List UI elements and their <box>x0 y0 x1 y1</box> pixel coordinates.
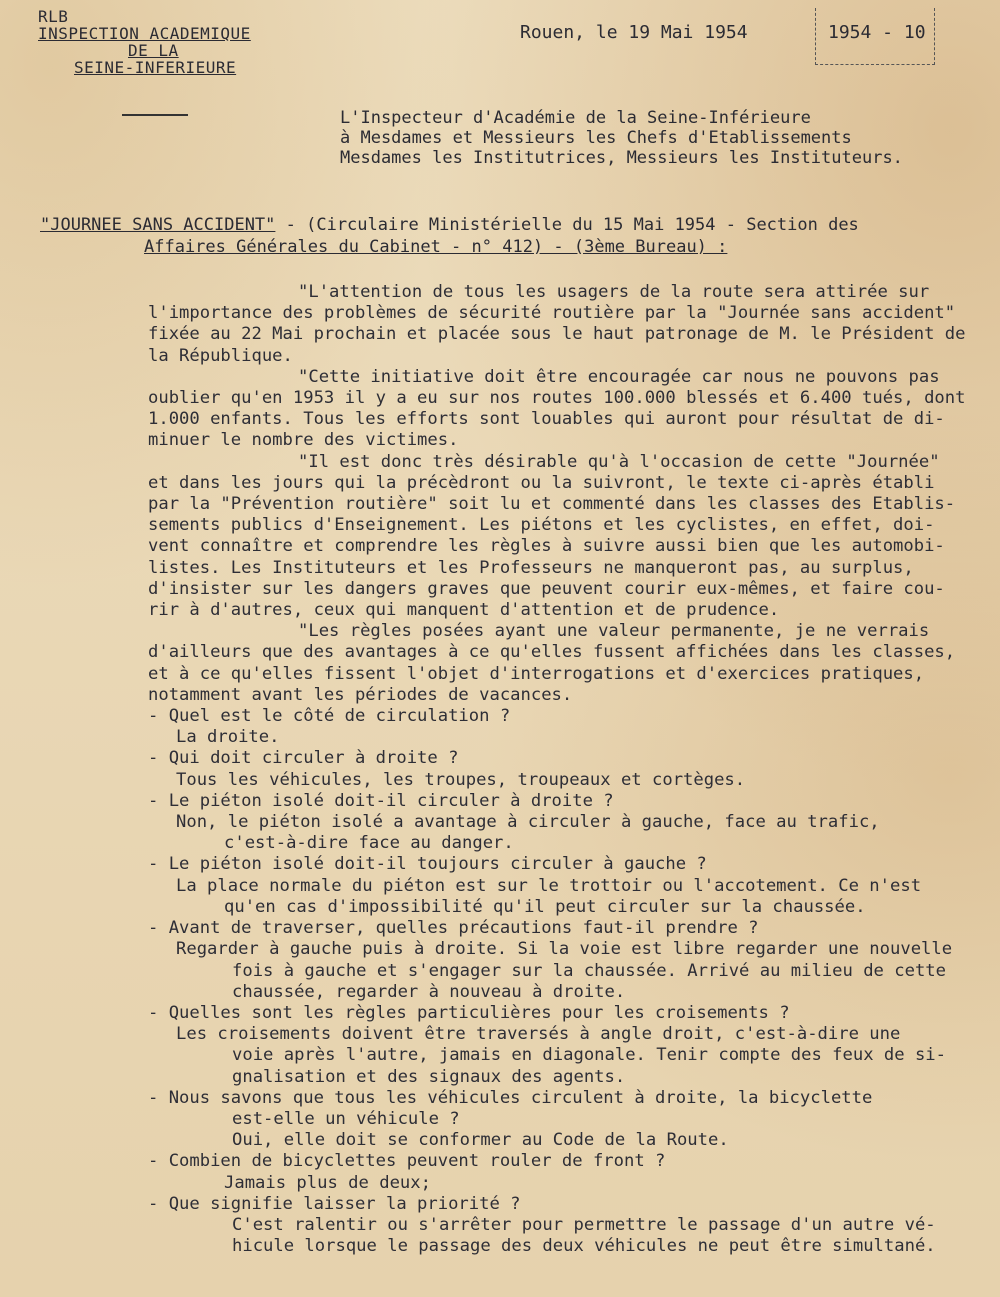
body-line: "Il est donc très désirable qu'à l'occasion de cette "Journée" <box>298 451 940 472</box>
answer-line: Les croisements doivent être traversés à angle droit, c'est-à-dire une <box>176 1024 901 1045</box>
body-text <box>148 282 965 1257</box>
body-line: d'ailleurs que des avantages à ce qu'elles fussent affichées dans les classes, <box>148 642 956 663</box>
body-line: l'importance des problèmes de sécurité routière par la "Journée sans accident" <box>148 303 956 324</box>
answer-line: La place normale du piéton est sur le trottoir ou l'accotement. Ce n'est <box>176 875 922 896</box>
answer-line: hicule lorsque le passage des deux véhicules ne peut être simultané. <box>232 1236 936 1257</box>
body-line: "Cette initiative doit être encouragée car nous ne pouvons pas <box>298 366 940 387</box>
body-line: rir à d'autres, ceux qui manquent d'attention et de prudence. <box>148 600 780 621</box>
answer-line: Oui, elle doit se conformer au Code de la Route. <box>232 1130 729 1151</box>
body-line: fixée au 22 Mai prochain et placée sous le haut patronage de M. le Président de <box>148 324 966 345</box>
answer-line: fois à gauche et s'engager sur la chaussée. Arrivé au milieu de cette <box>232 960 946 981</box>
answer-line: gnalisation et des signaux des agents. <box>232 1066 626 1087</box>
answer-line: Regarder à gauche puis à droite. Si la voie est libre regarder une nouvelle <box>176 939 953 960</box>
address-line-2: à Mesdames et Messieurs les Chefs d'Etablissements <box>340 128 852 148</box>
body-line: listes. Les Instituteurs et les Professeurs ne manqueront pas, au surplus, <box>148 557 914 578</box>
address-block <box>340 108 903 168</box>
question-line: - Le piéton isolé doit-il toujours circuler à gauche ? <box>148 854 707 875</box>
address-line-3: Mesdames les Institutrices, Messieurs les Instituteurs. <box>340 148 903 168</box>
answer-line: Tous les véhicules, les troupes, troupeaux et cortèges. <box>176 769 746 790</box>
body-line: oublier qu'en 1953 il y a eu sur nos routes 100.000 blessés et 6.400 tués, dont <box>148 388 966 409</box>
reference-number: 1954 - 10 <box>828 22 926 43</box>
body-line: "Les règles posées ayant une valeur permanente, je ne verrais <box>298 621 930 642</box>
body-line: 1.000 enfants. Tous les efforts sont louables qui auront pour résultat de di- <box>148 409 945 430</box>
question-line: - Qui doit circuler à droite ? <box>148 748 459 769</box>
answer-line: La droite. <box>176 727 280 748</box>
circular-title: "JOURNEE SANS ACCIDENT" <box>40 215 276 235</box>
body-line: et dans les jours qui la précèdront ou la suivront, le texte ci-après établi <box>148 472 935 493</box>
circular-line-1-rest: - (Circulaire Ministérielle du 15 Mai 1954 - Section des <box>275 215 859 235</box>
answer-line: qu'en cas d'impossibilité qu'il peut circuler sur la chaussée. <box>224 896 866 917</box>
body-line: vent connaître et comprendre les règles à suivre aussi bien que les automobi- <box>148 536 945 557</box>
answer-line: Jamais plus de deux; <box>224 1172 431 1193</box>
body-line: et à ce qu'elles fissent l'objet d'interrogations et d'exercices pratiques, <box>148 663 925 684</box>
separator-dash <box>122 114 188 116</box>
circular-reference <box>40 214 859 258</box>
answer-line: Non, le piéton isolé a avantage à circuler à gauche, face au trafic, <box>176 812 880 833</box>
answer-line: chaussée, regarder à nouveau à droite. <box>232 981 626 1002</box>
question-line: - Quel est le côté de circulation ? <box>148 706 511 727</box>
body-line: minuer le nombre des victimes. <box>148 430 459 451</box>
answer-line: c'est-à-dire face au danger. <box>224 833 514 854</box>
question-line: est-elle un véhicule ? <box>232 1108 460 1129</box>
issuer-block <box>38 8 251 76</box>
document-date: Rouen, le 19 Mai 1954 <box>520 22 748 43</box>
body-line: "L'attention de tous les usagers de la route sera attirée sur <box>298 282 930 302</box>
circular-line-2: Affaires Générales du Cabinet - n° 412) - (3ème Bureau) : <box>144 237 728 257</box>
issuer-line-1: RLB <box>38 7 69 26</box>
question-line: - Que signifie laisser la priorité ? <box>148 1193 521 1214</box>
body-line: sements publics d'Enseignement. Les piétons et les cyclistes, en effet, doi- <box>148 515 935 536</box>
answer-line: voie après l'autre, jamais en diagonale. Tenir compte des feux de si- <box>232 1045 946 1066</box>
question-line: - Combien de bicyclettes peuvent rouler de front ? <box>148 1151 666 1172</box>
answer-line: C'est ralentir ou s'arrêter pour permettre le passage d'un autre vé- <box>232 1214 936 1235</box>
question-line: - Nous savons que tous les véhicules circulent à droite, la bicyclette <box>148 1087 873 1108</box>
question-line: - Avant de traverser, quelles précautions faut-il prendre ? <box>148 918 759 939</box>
issuer-line-2: INSPECTION ACADEMIQUE <box>38 24 251 43</box>
body-line: par la "Prévention routière" soit lu et commenté dans les classes des Etablis- <box>148 494 956 515</box>
issuer-line-4: SEINE-INFERIEURE <box>74 58 237 77</box>
question-line: - Quelles sont les règles particulières pour les croisements ? <box>148 1002 790 1023</box>
question-line: - Le piéton isolé doit-il circuler à droite ? <box>148 790 614 811</box>
body-line: notamment avant les périodes de vacances. <box>148 684 573 705</box>
issuer-line-3: DE LA <box>128 41 179 60</box>
body-line: la République. <box>148 345 293 366</box>
reference-box <box>815 8 935 65</box>
address-line-1: L'Inspecteur d'Académie de la Seine-Inférieure <box>340 108 811 128</box>
circular-line-1 <box>40 214 859 236</box>
body-line: d'insister sur les dangers graves que peuvent courir eux-mêmes, et faire cou- <box>148 578 945 599</box>
